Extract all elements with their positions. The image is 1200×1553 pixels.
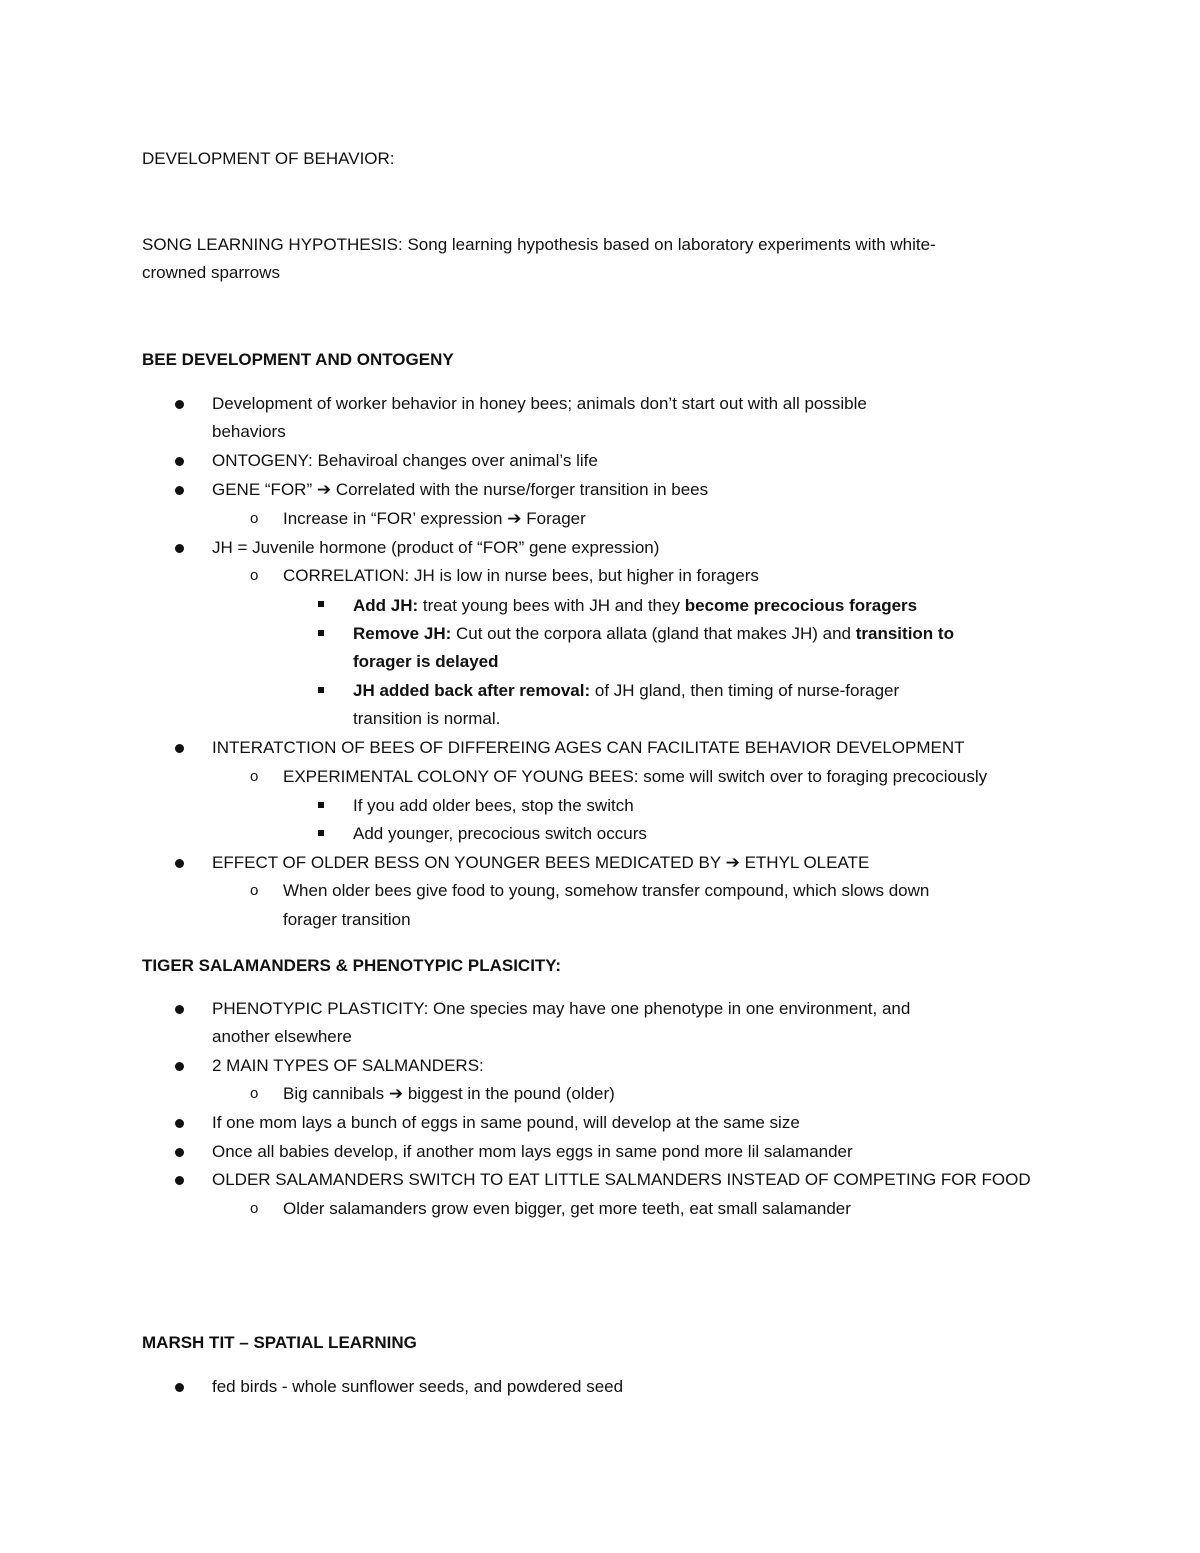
sub-bullet-circle: o: [250, 1085, 259, 1102]
arrow-icon: ➔: [507, 509, 522, 528]
bee-bullet-1: Development of worker behavior in honey bees; animals don’t start out with all possible: [212, 394, 867, 413]
tiger-sub-bullet-5-1: Older salamanders grow even bigger, get more teeth, eat small salamander: [283, 1199, 851, 1218]
bee-bullet-2: ONTOGENY: Behaviroal changes over animal’s life: [212, 451, 598, 470]
document-title: DEVELOPMENT OF BEHAVIOR:: [142, 149, 395, 168]
bee-sub-bullet-3-1: [283, 505, 586, 533]
sub-bullet-circle: o: [250, 882, 259, 899]
square-bullet: [318, 802, 324, 808]
bee-bullet-5: INTERATCTION OF BEES OF DIFFEREING AGES CAN FACILITATE BEHAVIOR DEVELOPMENT: [212, 738, 965, 757]
bee-bullet-6: [212, 849, 869, 877]
remove-jh-cont: forager is delayed: [353, 652, 499, 671]
forager-text: Forager: [526, 509, 586, 528]
sub-bullet-circle: o: [250, 567, 259, 584]
square-bullet: [318, 687, 324, 693]
sub-bullet-circle: o: [250, 1200, 259, 1217]
square-bullet: [318, 601, 324, 607]
arrow-icon: ➔: [388, 1084, 404, 1103]
arrow-icon: ➔: [725, 853, 740, 872]
remove-jh-text: Cut out the corpora allata (gland that makes JH) and: [456, 624, 851, 643]
jh-added-back-text: of JH gland, then timing of nurse-forager: [594, 681, 900, 700]
bullet-dot: [175, 457, 184, 466]
bullet-dot: [175, 400, 184, 409]
bullet-dot: [175, 859, 184, 868]
bee-bullet-1-cont: behaviors: [212, 422, 286, 441]
bee-sub-bullet-6-1-cont: forager transition: [283, 910, 411, 929]
gene-for-desc: Correlated with the nurse/forger transition in bees: [335, 480, 709, 499]
song-learning-cont: crowned sparrows: [142, 263, 280, 282]
bee-heading: BEE DEVELOPMENT AND ONTOGENY: [142, 350, 454, 369]
bullet-dot: [175, 1062, 184, 1071]
song-text: Song learning hypothesis based on laboratory experiments with white-: [407, 235, 936, 254]
jh-added-back-cont: transition is normal.: [353, 709, 501, 728]
tiger-bullet-2: 2 MAIN TYPES OF SALMANDERS:: [212, 1056, 484, 1075]
tiger-heading: TIGER SALAMANDERS & PHENOTYPIC PLASICITY:: [142, 956, 562, 975]
square-bullet: [318, 830, 324, 836]
bullet-dot: [175, 486, 184, 495]
marsh-bullet-1: fed birds - whole sunflower seeds, and powdered seed: [212, 1377, 624, 1396]
jh-added-back-line: [353, 677, 899, 705]
older-bees-effect-text: EFFECT OF OLDER BESS ON YOUNGER BEES MEDICATED BY: [212, 853, 721, 872]
bullet-dot: [175, 1383, 184, 1392]
tiger-bullet-4: Once all babies develop, if another mom lays eggs in same pond more lil salamander: [212, 1142, 853, 1161]
bee-sub-sub-5-1: If you add older bees, stop the switch: [353, 796, 634, 815]
arrow-icon: ➔: [316, 480, 332, 499]
sub-bullet-circle: o: [250, 768, 259, 785]
jh-added-back-label: JH added back after removal:: [353, 681, 591, 700]
square-bullet: [318, 630, 324, 636]
bullet-dot: [175, 1119, 184, 1128]
add-jh-line: [353, 592, 917, 620]
tiger-bullet-5: OLDER SALAMANDERS SWITCH TO EAT LITTLE SALMANDERS INSTEAD OF COMPETING FOR FOOD: [212, 1170, 1031, 1189]
sub-bullet-circle: o: [250, 510, 259, 527]
remove-jh-label: Remove JH:: [353, 624, 452, 643]
marsh-heading: MARSH TIT – SPATIAL LEARNING: [142, 1333, 417, 1352]
bee-sub-bullet-6-1: When older bees give food to young, somehow transfer compound, which slows down: [283, 881, 930, 900]
for-expression-text: Increase in “FOR’ expression: [283, 509, 503, 528]
remove-jh-bold: transition to: [855, 624, 954, 643]
bullet-dot: [175, 544, 184, 553]
tiger-sub-bullet-2-1: [283, 1080, 615, 1108]
bee-bullet-4: JH = Juvenile hormone (product of “FOR” gene expression): [212, 538, 660, 557]
bee-bullet-3: [212, 476, 708, 504]
biggest-text: biggest in the pound (older): [407, 1084, 615, 1103]
tiger-bullet-1-cont: another elsewhere: [212, 1027, 352, 1046]
bullet-dot: [175, 744, 184, 753]
big-cannibals-text: Big cannibals: [283, 1084, 385, 1103]
add-jh-bold: become precocious foragers: [684, 596, 918, 615]
tiger-bullet-3: If one mom lays a bunch of eggs in same pound, will develop at the same size: [212, 1113, 800, 1132]
add-jh-label: Add JH:: [353, 596, 419, 615]
song-learning-line: [142, 231, 936, 259]
bullet-dot: [175, 1176, 184, 1185]
gene-for-text: GENE “FOR”: [212, 480, 313, 499]
ethyl-oleate-text: ETHYL OLEATE: [744, 853, 870, 872]
bullet-dot: [175, 1148, 184, 1157]
tiger-bullet-1: PHENOTYPIC PLASTICITY: One species may have one phenotype in one environment, and: [212, 999, 911, 1018]
add-jh-text: treat young bees with JH and they: [422, 596, 680, 615]
bee-sub-sub-5-2: Add younger, precocious switch occurs: [353, 824, 647, 843]
bee-sub-bullet-5-1: EXPERIMENTAL COLONY OF YOUNG BEES: some will switch over to foraging precociously: [283, 767, 988, 786]
remove-jh-line: [353, 620, 954, 648]
bee-sub-bullet-4-1: CORRELATION: JH is low in nurse bees, but higher in foragers: [283, 566, 759, 585]
bullet-dot: [175, 1005, 184, 1014]
song-label: SONG LEARNING HYPOTHESIS:: [142, 235, 403, 254]
